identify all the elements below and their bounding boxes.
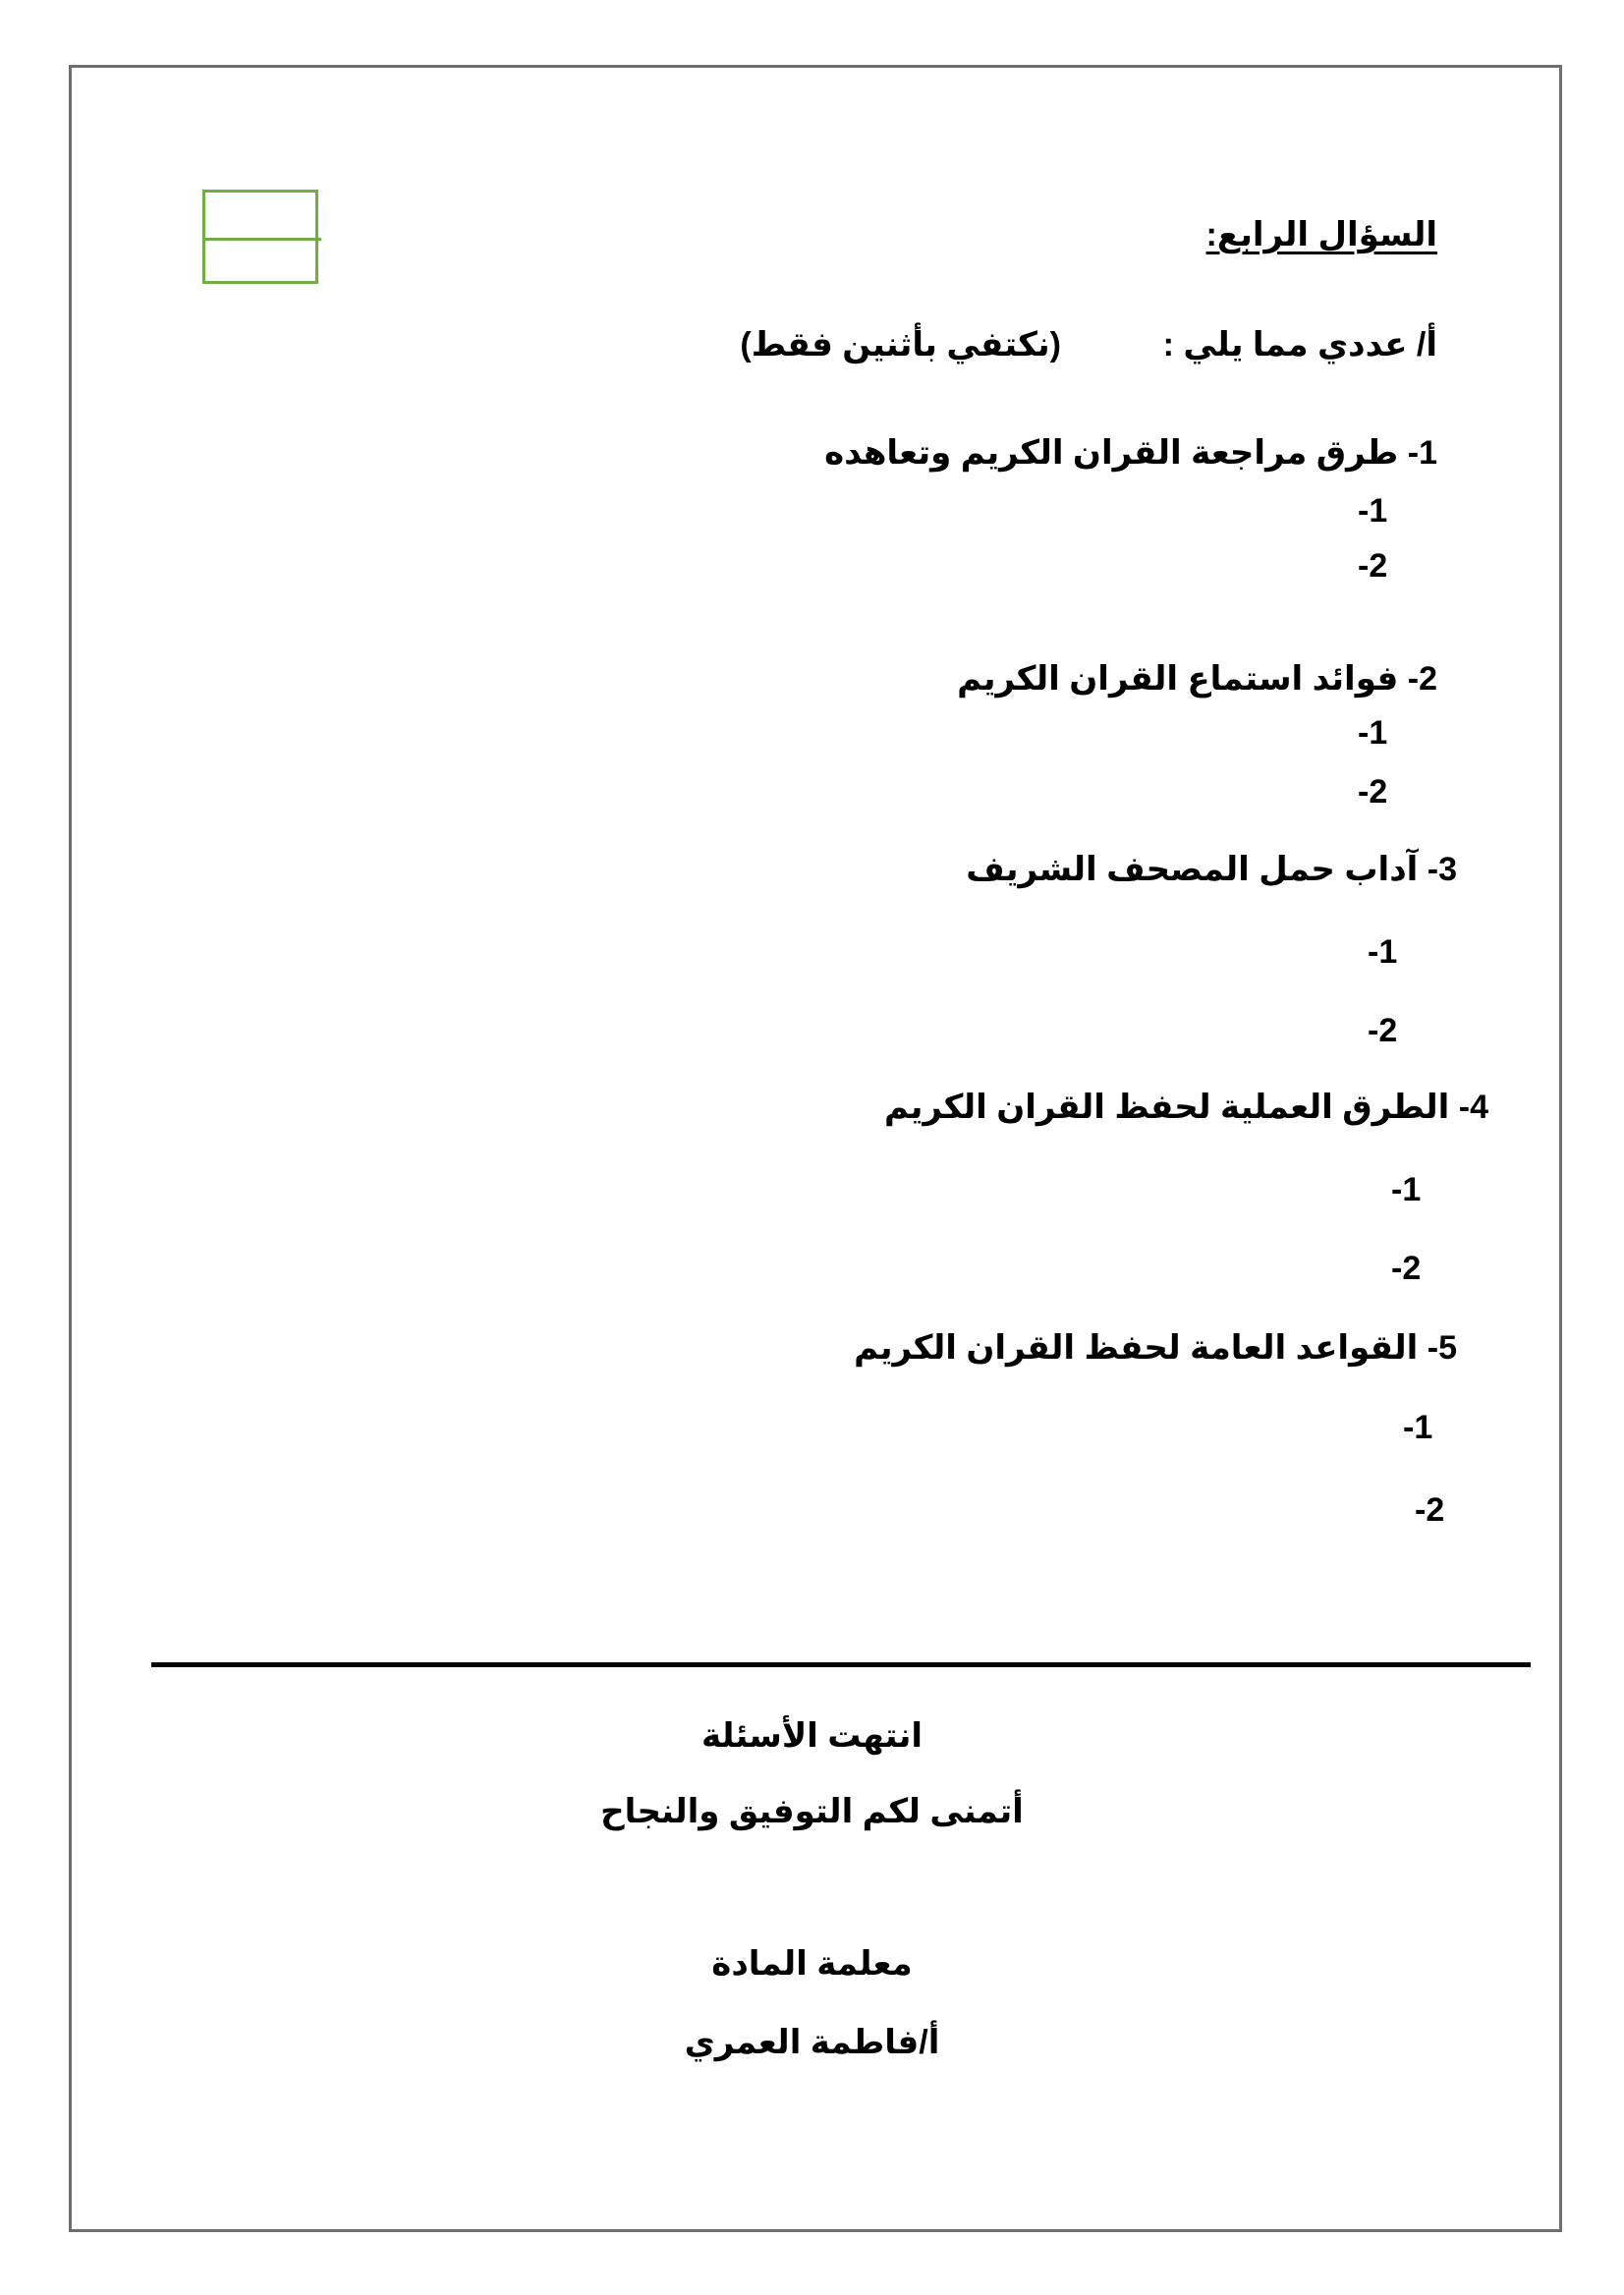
item-number: 1- [1407,434,1437,472]
item-1-title [824,436,1437,470]
item-1-answer-1: -1 [1358,492,1388,530]
separator-line [151,1662,1531,1667]
item-4-title [884,1091,1488,1124]
item-4-answer-1: -1 [1391,1171,1422,1208]
instruction-note: (نكتفي بأثنين فقط) [740,326,1061,364]
item-label: فوائد استماع القران الكريم [957,660,1399,698]
instruction-a: أ/ عددي مما يلي : [1162,326,1437,364]
item-3-answer-1: -1 [1368,933,1398,971]
page-frame [69,65,1562,2232]
item-3-title [966,853,1457,886]
item-number: 4- [1458,1089,1488,1126]
question-title: السؤال الرابع: [1205,216,1437,253]
item-2-answer-1: -1 [1358,714,1388,752]
item-number: 5- [1427,1329,1457,1367]
item-number: 2- [1407,660,1437,698]
item-5-answer-2: -2 [1415,1491,1445,1529]
item-label: القواعد العامة لحفظ القران الكريم [854,1329,1419,1367]
item-2-title [957,662,1437,696]
item-2-answer-2: -2 [1358,773,1388,811]
item-label: طرق مراجعة القران الكريم وتعاهده [824,434,1399,472]
item-label: آداب حمل المصحف الشريف [966,851,1419,888]
teacher-name: أ/فاطمة العمري [684,2024,940,2061]
grade-box [202,190,318,284]
end-text: انتهت الأسئلة [701,1717,923,1755]
item-3-answer-2: -2 [1368,1012,1398,1049]
item-1-answer-2: -2 [1358,547,1388,585]
wish-text: أتمنى لكم التوفيق والنجاح [600,1793,1024,1830]
item-number: 3- [1427,851,1457,888]
grade-box-divider [205,238,321,241]
item-5-answer-1: -1 [1403,1409,1433,1446]
item-label: الطرق العملية لحفظ القران الكريم [884,1089,1450,1126]
teacher-title: معلمة المادة [711,1945,913,1983]
item-4-answer-2: -2 [1391,1250,1422,1287]
item-5-title [854,1331,1457,1365]
